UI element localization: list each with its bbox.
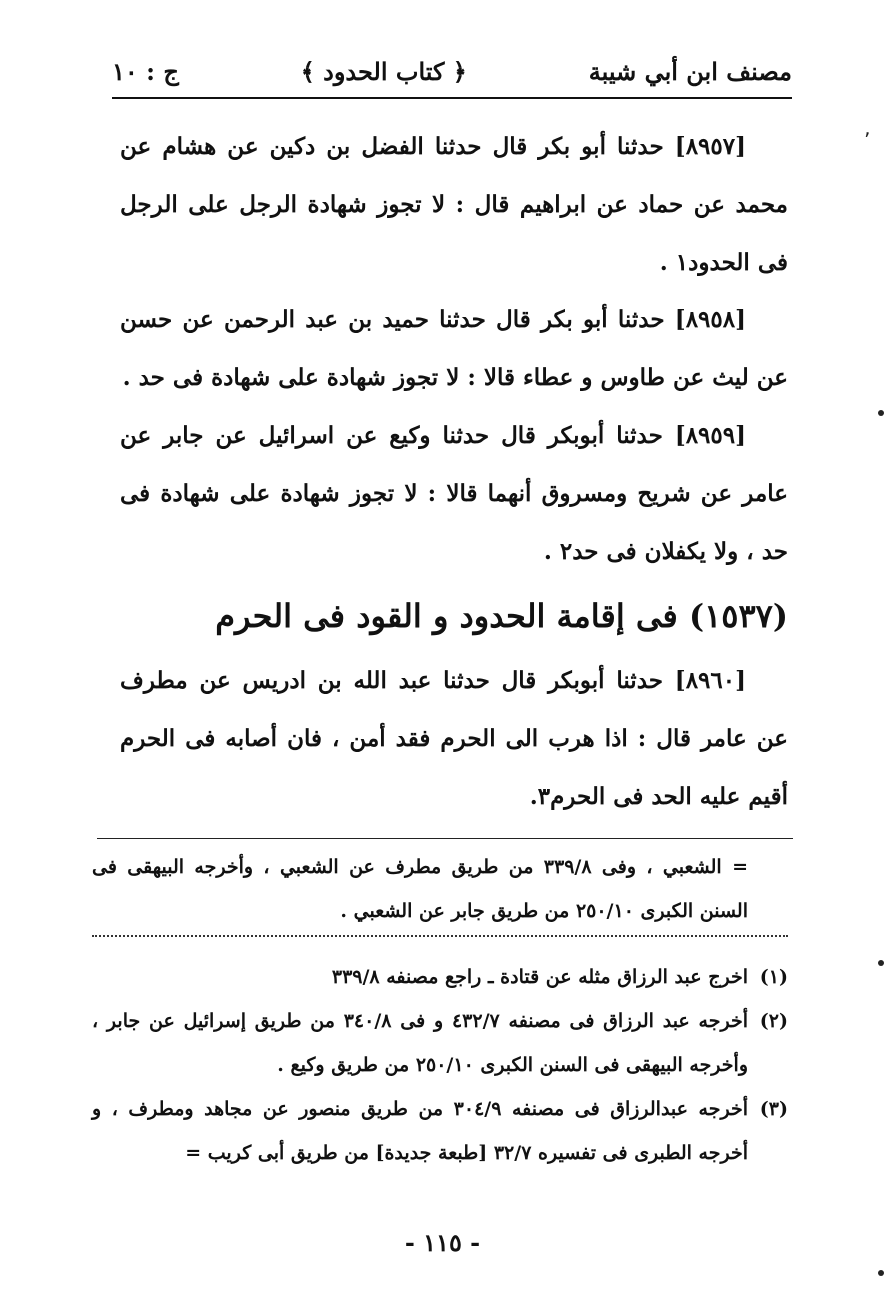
running-header [112, 46, 792, 96]
footnote-3 [92, 1087, 788, 1175]
footnote-number: (٢) [759, 1010, 788, 1032]
hadith-text: حدثنا أبو بكر قال حدثنا حميد بن عبد الرحمن عن حسن عن ليث عن طاوس و عطاء قالا : لا تجوز شهادة على شهادة فى حد . [120, 306, 788, 392]
margin-mark: ʼ [864, 128, 871, 152]
footnote-1 [92, 955, 788, 999]
footnote-number: (٣) [759, 1098, 788, 1120]
hadith-text: حدثنا أبوبكر قال حدثنا وكيع عن اسرائيل عن جابر عن عامر عن شريح ومسروق أنهما قالا : لا تجوز شهادة على شهادة فى حد ، ولا يكفلان فى حد٢ . [120, 421, 788, 565]
header-chapter-title: ﴿ كتاب الحدود ﴾ [300, 56, 467, 86]
footnote-text: اخرج عبد الرزاق مثله عن قتادة ـ راجع مصنفه ٣٣٩/٨ [331, 966, 748, 988]
footnotes [92, 845, 788, 1175]
hadith-8958 [120, 291, 788, 407]
hadith-text: حدثنا أبوبكر قال حدثنا عبد الله بن ادريس عن مطرف عن عامر قال : اذا هرب الى الحرم فقد أمن ، فان أصابه فى الحرم أقيم عليه الحد فى الحرم٣. [120, 667, 788, 810]
hadith-8960 [120, 652, 788, 825]
margin-dot [878, 1270, 884, 1276]
footnote-2 [92, 999, 788, 1087]
hadith-number: [٨٩٥٩] [674, 421, 747, 449]
footnote-rule [97, 838, 793, 839]
hadith-number: [٨٩٦٠] [674, 667, 746, 695]
section-heading: (١٥٣٧) فى إقامة الحدود و القود فى الحرم [215, 597, 788, 636]
footnote-text: أخرجه عبدالرزاق فى مصنفه ٣٠٤/٩ من طريق منصور عن مجاهد ومطرف ، و أخرجه الطبرى فى تفسيره ٣٢/٧ [طبعة جديدة] من طريق أبى كريب = [92, 1098, 749, 1164]
hadith-number: [٨٩٥٧] [674, 133, 746, 160]
header-volume: ج : ١٠ [112, 56, 179, 86]
hadith-8959 [120, 407, 788, 580]
header-rule [112, 97, 792, 99]
header-book-title: مصنف ابن أبي شيبة [588, 56, 792, 86]
margin-dot [878, 410, 884, 416]
footnote-text: أخرجه عبد الرزاق فى مصنفه ٤٣٢/٧ و فى ٣٤٠/٨ من طريق إسرائيل عن جابر ، وأخرجه البيهقى فى السنن الكبرى ٢٥٠/١٠ من طريق وكيع . [92, 1010, 748, 1076]
main-text [120, 118, 788, 826]
margin-dot [878, 960, 884, 966]
footnote-continuation: = الشعبي ، وفى ٣٣٩/٨ من طريق مطرف عن الشعبي ، وأخرجه البيهقى فى السنن الكبرى ٢٥٠/١٠ من طريق جابر عن الشعبي . [92, 856, 748, 922]
footnote-number: (١) [759, 966, 788, 988]
footnote-separator [92, 935, 788, 951]
page-number: - ١١٥ - [404, 1228, 481, 1257]
hadith-text: حدثنا أبو بكر قال حدثنا الفضل بن دكين عن هشام عن محمد عن حماد عن ابراهيم قال : لا تجوز شهادة الرجل على الرجل فى الحدود١ . [120, 133, 788, 276]
hadith-8957 [120, 118, 788, 291]
hadith-number: [٨٩٥٨] [674, 306, 746, 334]
